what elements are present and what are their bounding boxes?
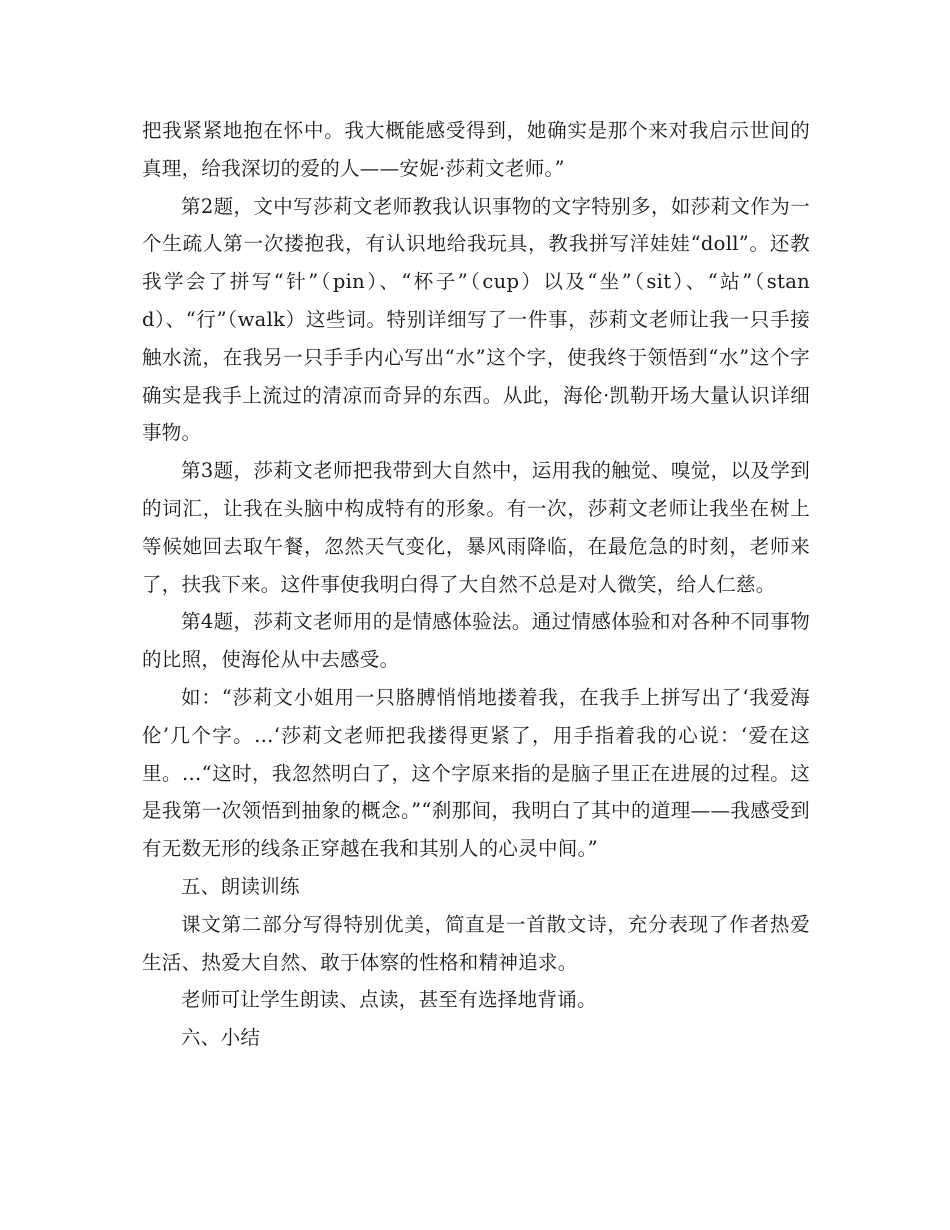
- paragraph-reading-description: 课文第二部分写得特别优美，简直是一首散文诗，充分表现了作者热爱生活、热爱大自然、敢于体察的性格和精神追求。: [142, 912, 810, 974]
- paragraph-question-4: 第4题，莎莉文老师用的是情感体验法。通过情感体验和对各种不同事物的比照，使海伦从中去感受。: [142, 610, 810, 672]
- paragraph-continuation: 把我紧紧地抱在怀中。我大概能感受得到，她确实是那个来对我启示世间的真理，给我深切的爱的人——安妮·莎莉文老师。”: [142, 119, 810, 180]
- paragraph-question-2: 第2题，文中写莎莉文老师教我认识事物的文字特别多，如莎莉文作为一个生疏人第一次搂抱我，有认识地给我玩具，教我拼写洋娃娃“doll”。还教我学会了拼写“针”（pin）、“杯子”（cup）以及“坐”（sit）、“站”（stand）、“行”（walk）这些词。特别详细写了一件事，莎莉文老师让我一只手接触水流，在我另一只手手内心写出“水”这个字，使我终于领悟到“水”这个字确实是我手上流过的清凉而奇异的东西。从此，海伦·凯勒开场大量认识详细事物。: [142, 194, 810, 445]
- section-heading-summary: 六、小结: [181, 1026, 261, 1050]
- section-heading-reading-training: 五、朗读训练: [181, 874, 300, 898]
- paragraph-question-3: 第3题，莎莉文老师把我带到大自然中，运用我的触觉、嗅觉，以及学到的词汇，让我在头脑中构成特有的形象。有一次，莎莉文老师让我坐在树上等候她回去取午餐，忽然天气变化，暴风雨降临，在最危急的时刻，老师来了，扶我下来。这件事使我明白得了大自然不总是对人微笑，给人仁慈。: [142, 459, 810, 596]
- document-page: [142, 112, 810, 1057]
- paragraph-quote-example: 如：“莎莉文小姐用一只胳膊悄悄地搂着我，在我手上拼写出了‘我爱海伦’几个字。…‘莎莉文老师把我搂得更紧了，用手指着我的心说：‘爱在这里。…“这时，我忽然明白了，这个字原来指的是脑子里正在进展的过程。这是我第一次领悟到抽象的概念。”“刹那间，我明白了其中的道理——我感受到有无数无形的线条正穿越在我和其别人的心灵中间。”: [142, 685, 810, 861]
- paragraph-teacher-suggestion: 老师可让学生朗读、点读，甚至有选择地背诵。: [181, 988, 597, 1012]
